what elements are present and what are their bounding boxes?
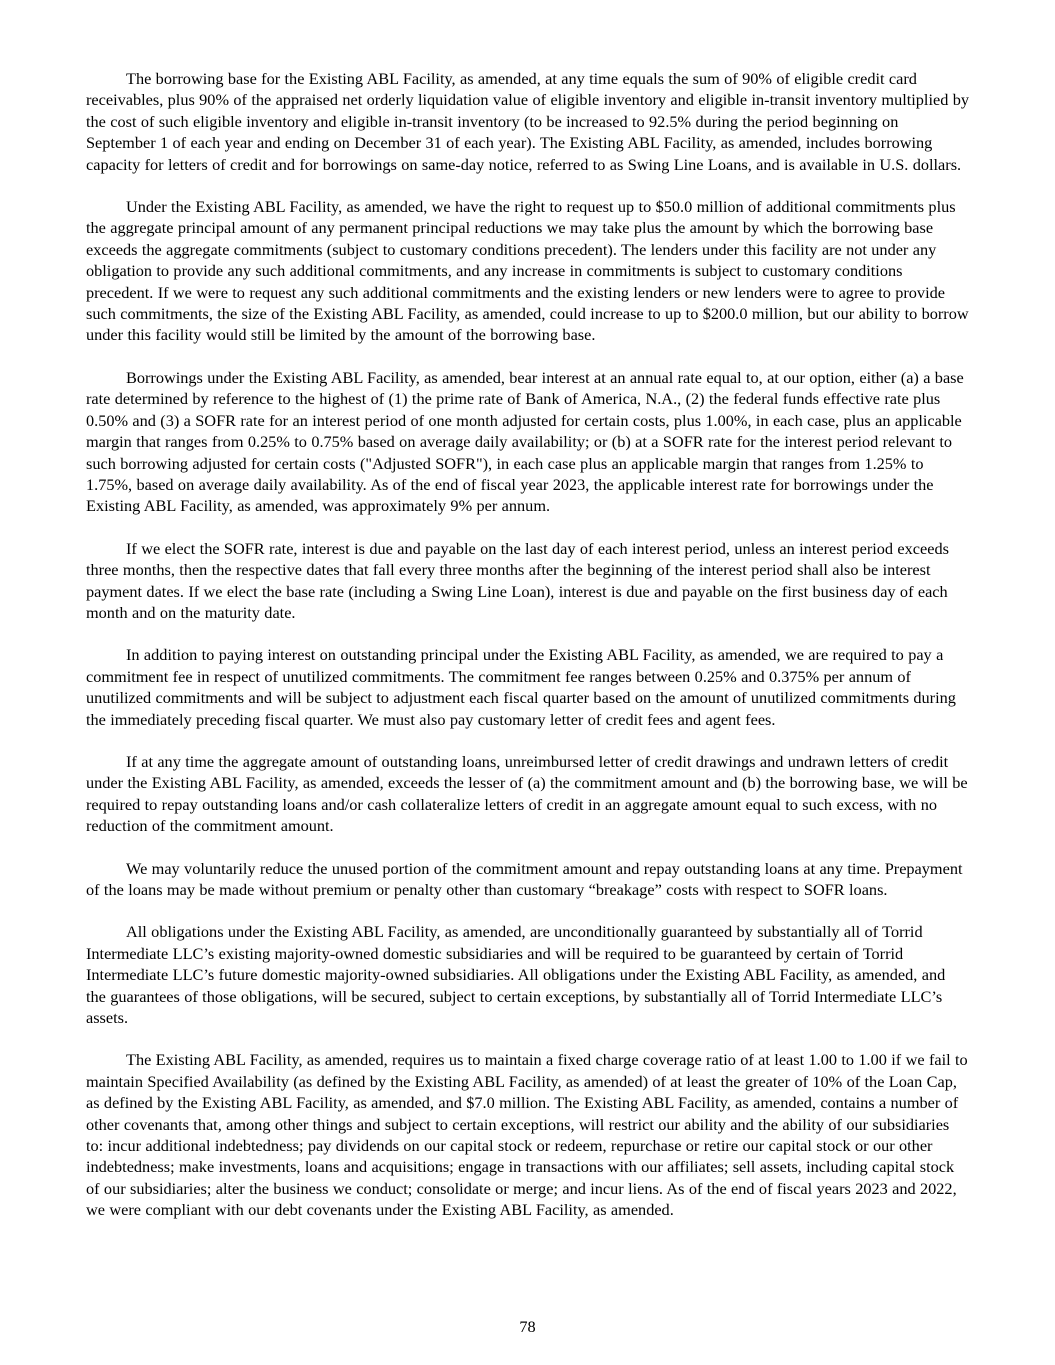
paragraph-covenants: The Existing ABL Facility, as amended, requires us to maintain a fixed charge coverage ratio of at least 1.00 to 1.00 if we fail to maintain Specified Availability (as defined by the Existing ABL Facility, as amended) of at least the greater of 10% of the Loan Cap, as defined by the Existing ABL Facility, as amended, and $7.0 million. The Existing ABL Facility, as amended, contains a number of other covenants that, among other things and subject to certain exceptions, will restrict our ability and the ability of our subsidiaries to: incur additional indebtedness; pay dividends on our capital stock or redeem, repurchase or retire our capital stock or our other indebtedness; make investments, loans and acquisitions; engage in transactions with our affiliates; sell assets, including capital stock of our subsidiaries; alter the business we conduct; consolidate or merge; and incur liens. As of the end of fiscal years 2023 and 2022, we were compliant with our debt covenants under the Existing ABL Facility, as amended. xyxy=(86,1050,968,1220)
page-number: 78 xyxy=(519,1316,536,1336)
paragraph-borrowing-base: The borrowing base for the Existing ABL Facility, as amended, at any time equals the sum of 90% of eligible credit card receivables, plus 90% of the appraised net orderly liquidation value of eligible inventory and eligible in-transit inventory multiplied by the cost of such eligible inventory and eligible in-transit inventory (to be increased to 92.5% during the period beginning on September 1 of each year and ending on December 31 of each year). The Existing ABL Facility, as amended, includes borrowing capacity for letters of credit and for borrowings on same-day notice, referred to as Swing Line Loans, and is available in U.S. dollars. xyxy=(86,69,969,174)
paragraph-interest-payment-dates: If we elect the SOFR rate, interest is due and payable on the last day of each interest period, unless an interest period exceeds three months, then the respective dates that fall every three months after the beginning of the interest period shall also be interest payment dates. If we elect the base rate (including a Swing Line Loan), interest is due and payable on the first business day of each month and on the maturity date. xyxy=(86,538,949,622)
paragraph-voluntary-reduction: We may voluntarily reduce the unused portion of the commitment amount and repay outstanding loans at any time. Prepayment of the loans may be made without premium or penalty other than customary “breakage” costs with respect to SOFR loans. xyxy=(86,858,963,899)
paragraph-commitment-fee: In addition to paying interest on outstanding principal under the Existing ABL Facility, as amended, we are required to pay a commitment fee in respect of unutilized commitments. The commitment fee ranges between 0.25% and 0.375% per annum of unutilized commitments and will be subject to adjustment each fiscal quarter based on the amount of unutilized commitments during the immediately preceding fiscal quarter. We must also pay customary letter of credit fees and agent fees. xyxy=(86,645,956,729)
paragraph-repayment-obligation: If at any time the aggregate amount of outstanding loans, unreimbursed letter of credit drawings and undrawn letters of credit under the Existing ABL Facility, as amended, exceeds the lesser of (a) the commitment amount and (b) the borrowing base, we will be required to repay outstanding loans and/or cash collateralize letters of credit in an aggregate amount equal to such excess, with no reduction of the commitment amount. xyxy=(86,751,968,836)
paragraph-additional-commitments: Under the Existing ABL Facility, as amended, we have the right to request up to $50.0 million of additional commitments plus the aggregate principal amount of any permanent principal reductions we may take plus the amount by which the borrowing base exceeds the aggregate commitments (subject to customary conditions precedent). The lenders under this facility are not under any obligation to provide any such additional commitments, and any increase in commitments is subject to customary conditions precedent. If we were to request any such additional commitments and the existing lenders or new lenders were to agree to provide such commitments, the size of the Existing ABL Facility, as amended, could increase to up to $200.0 million, but our ability to borrow under this facility would still be limited by the amount of the borrowing base. xyxy=(86,197,969,345)
paragraph-interest-rates: Borrowings under the Existing ABL Facility, as amended, bear interest at an annual rate equal to, at our option, either (a) a base rate determined by reference to the highest of (1) the prime rate of Bank of America, N.A., (2) the federal funds effective rate plus 0.50% and (3) a SOFR rate for an interest period of one month adjusted for certain costs, plus 1.00%, in each case, plus an applicable margin that ranges from 0.25% to 0.75% based on average daily availability; or (b) at a SOFR rate for the interest period relevant to such borrowing adjusted for certain costs ("Adjusted SOFR"), in each case plus an applicable margin that ranges from 1.25% to 1.75%, based on average daily availability. As of the end of fiscal year 2023, the applicable interest rate for borrowings under the Existing ABL Facility, as amended, was approximately 9% per annum. xyxy=(86,367,964,516)
paragraph-guarantees: All obligations under the Existing ABL Facility, as amended, are unconditionally guaranteed by substantially all of Torrid Intermediate LLC’s existing majority-owned domestic subsidiaries and will be required to be guaranteed by certain of Torrid Intermediate LLC’s future domestic majority-owned subsidiaries. All obligations under the Existing ABL Facility, as amended, and the guarantees of those obligations, will be secured, subject to certain exceptions, by substantially all of Torrid Intermediate LLC’s assets. xyxy=(86,922,946,1028)
